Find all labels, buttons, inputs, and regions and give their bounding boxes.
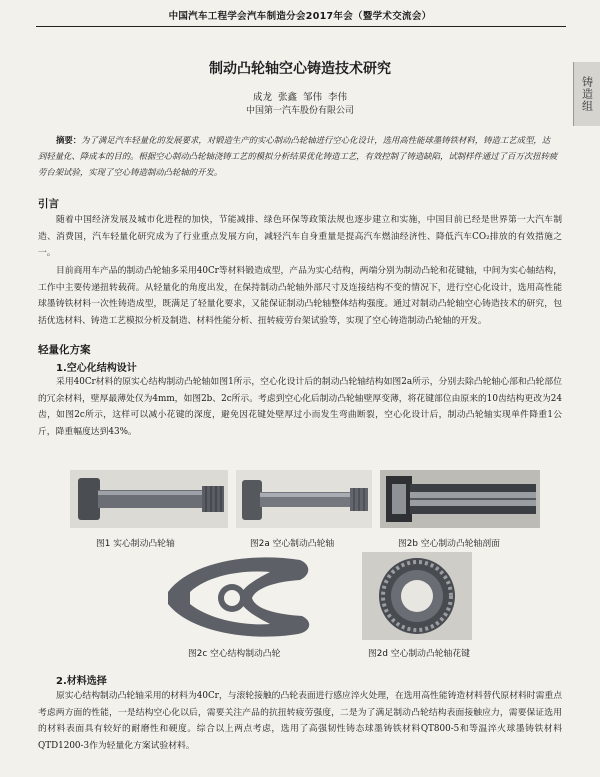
header-rule bbox=[36, 26, 566, 27]
intro-paragraph-1: 随着中国经济发展及城市化进程的加快，节能减排、绿色环保等政策法规也逐步建立和实施，中国目前已经是世界第一大汽车制造、消费国，汽车轻量化研究成为了行业重点发展方向，减轻汽车自身重量是提高汽车燃油经济性、降低汽车CO₂排放的有效措施之一。 bbox=[38, 215, 562, 258]
sub2-paragraph: 原实心结构制动凸轮轴采用的材料为40Cr，与滚轮接触的凸轮表面进行感应淬火处理，在选用高性能铸造材料替代原材料时需重点考虑两方面的性能，一是结构空心化以后，需要关注产品的抗扭转疲劳强度，二是为了满足制动凸轮结构表面接触应力，需要保证选用的材料表面具有较好的耐磨性和硬度。综合以上两点考虑，选用了高强韧性铸态球墨铸铁材料QT800-5和等温淬火球墨铸铁材料QTD1200-3作为轻量化方案试验材料。 bbox=[38, 691, 562, 751]
abstract-label: 摘要： bbox=[56, 135, 82, 145]
figure-2a-image bbox=[236, 470, 372, 528]
running-header: 中国汽车工程学会汽车制造分会2017年会（暨学术交流会） bbox=[168, 11, 432, 22]
lightweight-heading: 轻量化方案 bbox=[38, 344, 91, 356]
abstract-text: 为了满足汽车轻量化的发展要求，对锻造生产的实心制动凸轮轴进行空心化设计，选用高性能球墨铸铁材料，铸造工艺成型，达到轻量化、降成本的目的。根据空心制动凸轮轴浇铸工艺的模拟分析结果优化铸造工艺，有效控制了铸造缺陷，试制样件通过了百万次扭转疲劳台架试验，实现了空心铸造制动凸轮轴的开发。 bbox=[38, 135, 558, 177]
abstract bbox=[38, 132, 558, 180]
figure-1-image bbox=[70, 470, 228, 528]
paper-title: 制动凸轮轴空心铸造技术研究 bbox=[209, 61, 391, 77]
figure-2d-image bbox=[362, 552, 472, 640]
sub1-paragraph: 采用40Cr材料的原实心结构制动凸轮轴如图1所示，空心化设计后的制动凸轮轴结构如图2a所示，分别去除凸轮轴心部和凸轮部位的冗余材料，壁厚最薄处仅为4mm，如图2b、2c所示。考虑到空心化后制动凸轮轴壁厚变薄，将花键部位由原来的10齿结构更改为24齿，如图2c所示，这样可以减小花键的深度，避免因花键处壁厚过小而发生弯曲断裂，空心化设计后，制动凸轮轴实现单件降重1公斤，降重幅度达到43%。 bbox=[38, 377, 562, 437]
figure-2a-caption: 图2a 空心制动凸轮轴 bbox=[250, 539, 335, 549]
affiliation: 中国第一汽车股份有限公司 bbox=[245, 106, 354, 116]
figure-2b-image bbox=[380, 470, 540, 528]
sub2-heading: 2.材料选择 bbox=[56, 676, 107, 687]
figure-2c-image bbox=[160, 552, 330, 642]
sub1-heading: 1.空心化结构设计 bbox=[56, 363, 137, 374]
side-tab: 铸造组 bbox=[573, 62, 600, 126]
intro-paragraph-2: 目前商用车产品的制动凸轮轴多采用40Cr等材料锻造成型，产品为实心结构，两端分别为制动凸轮和花键轴，中间为实心轴结构，工作中主要传递扭转载荷。从轻量化的角度出发，在保持制动凸轮轴外部尺寸及连接结构不变的情况下，进行空心化设计，选用高性能球墨铸铁材料一次性铸造成型，既满足了轻量化要求，又能保证制动凸轮轴整体结构强度。通过对制动凸轮轴空心铸造技术的研究，包括优选材料、铸造工艺模拟分析及制造、材料性能分析、扭转疲劳台架试验等，实现了空心铸造制动凸轮轴的开发。 bbox=[38, 266, 562, 326]
figure-2d-caption: 图2d 空心制动凸轮轴花键 bbox=[368, 649, 470, 659]
intro-heading: 引言 bbox=[38, 198, 59, 210]
figure-1-caption: 图1 实心制动凸轮轴 bbox=[96, 539, 175, 549]
authors: 成龙 张鑫 邹伟 李伟 bbox=[252, 92, 348, 103]
figure-2c-caption: 图2c 空心结构制动凸轮 bbox=[188, 649, 281, 659]
figure-2b-caption: 图2b 空心制动凸轮轴剖面 bbox=[398, 539, 500, 549]
